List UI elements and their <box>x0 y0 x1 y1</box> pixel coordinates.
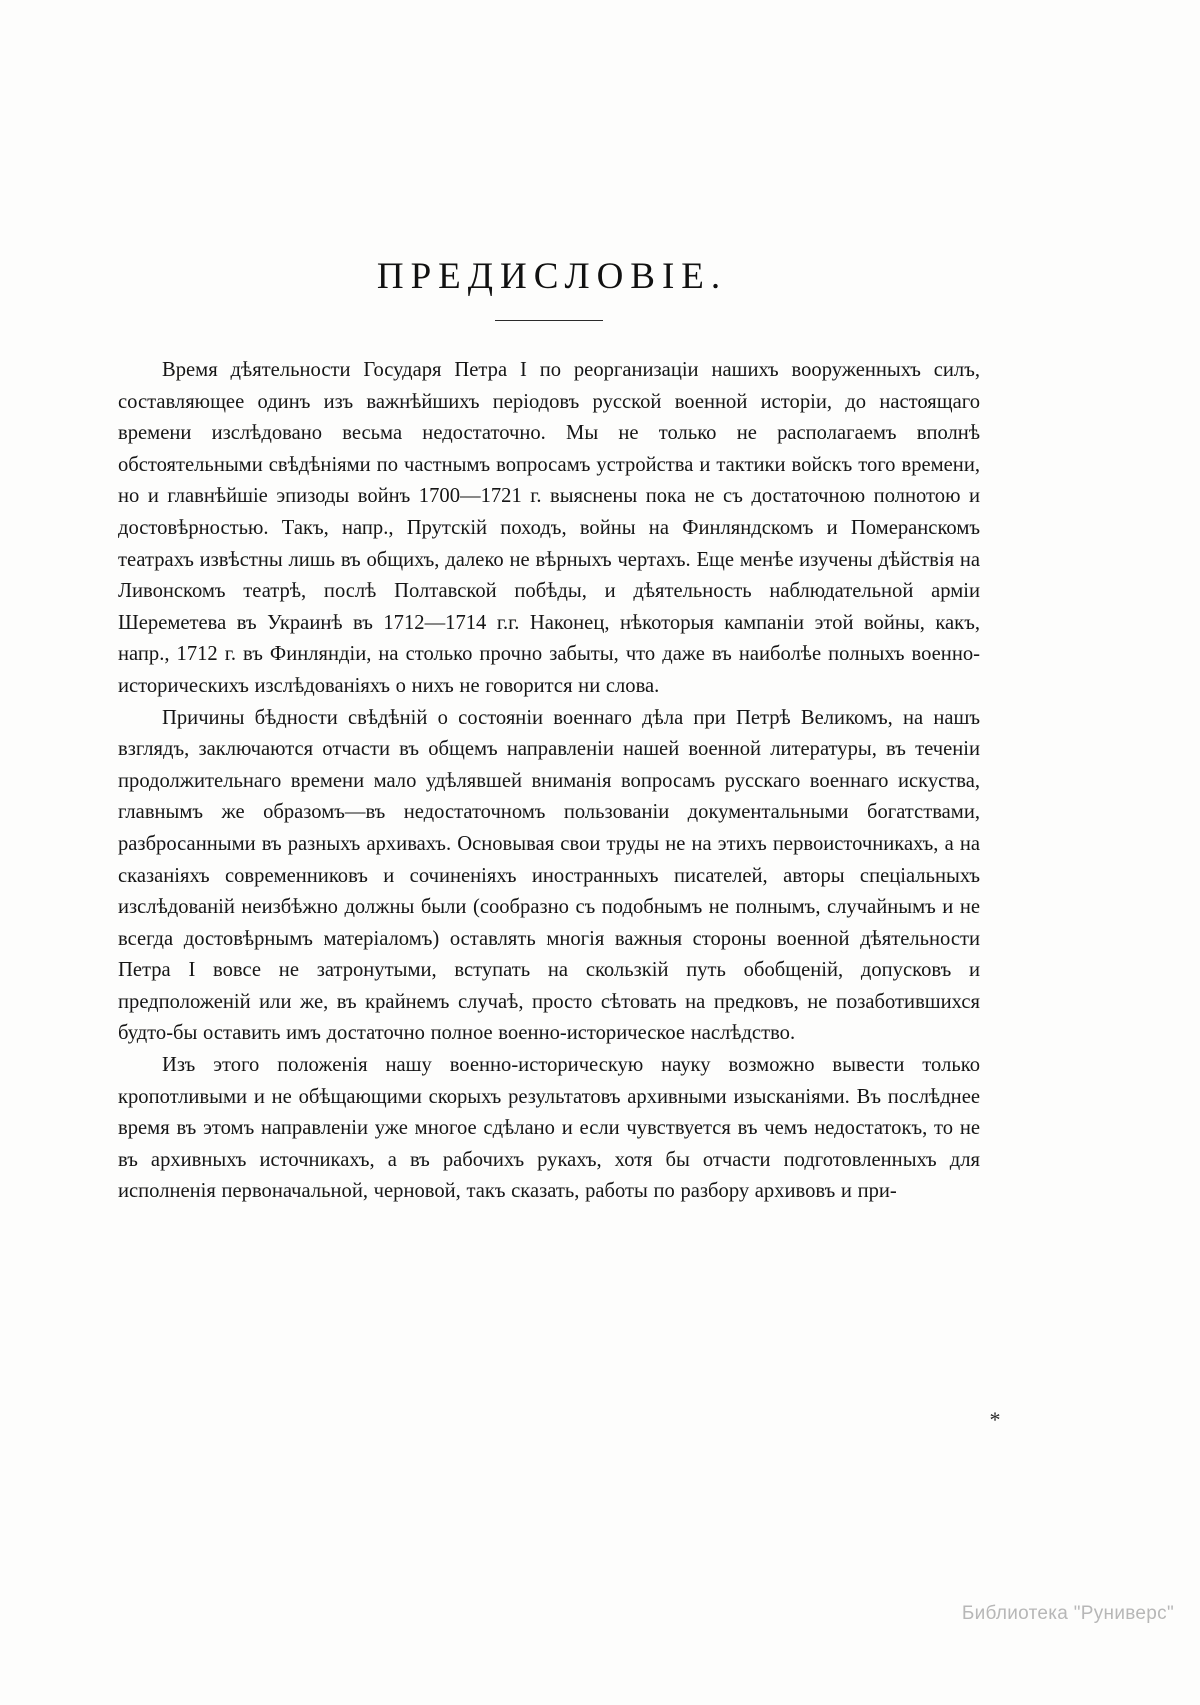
paragraph-3: Изъ этого положенія нашу военно-историческую науку возможно вывести только кропотливыми и не обѣщающими скорыхъ результатовъ архивными изысканіями. Въ послѣднее время въ этомъ направленіи уже многое сдѣлано и если чувствуется въ чемъ недостатокъ, то не въ архивныхъ источникахъ, а въ рабочихъ рукахъ, хотя бы отчасти подготовленныхъ для исполненія первоначальной, черновой, такъ сказать, работы по разбору архивовъ и при- <box>118 1054 980 1203</box>
page-content <box>118 255 980 1208</box>
paragraph-2: Причины бѣдности свѣдѣній о состояніи военнаго дѣла при Петрѣ Великомъ, на нашъ взглядъ, заключаются отчасти въ общемъ направленіи нашей военной литературы, въ теченіи продолжительнаго времени мало удѣлявшей вниманія вопросамъ русскаго военнаго искуства, главнымъ же образомъ—въ недостаточномъ пользованіи документальными богатствами, разбросанными въ разныхъ архивахъ. Основывая свои труды не на этихъ первоисточникахъ, а на сказаніяхъ современниковъ и сочиненіяхъ иностранныхъ писателей, авторы спеціальныхъ изслѣдованій неизбѣжно должны были (сообразно съ подобнымъ не полнымъ, случайнымъ и не всегда достовѣрнымъ матеріаломъ) оставлять многія важныя стороны военной дѣятельности Петра I вовсе не затронутыми, вступать на скользкій путь обобщеній, допусковъ и предположеній или же, въ крайнемъ случаѣ, просто сѣтовать на предковъ, не позаботившихся будто-бы оставить имъ достаточно полное военно-историческое наслѣдство. <box>118 706 980 1045</box>
library-watermark: Библиотека "Руниверс" <box>961 1603 1174 1624</box>
page-title: ПРЕДИСЛОВІЕ. <box>376 256 728 297</box>
body-text <box>118 355 980 1208</box>
title-divider <box>495 320 603 321</box>
paragraph-1: Время дѣятельности Государя Петра I по реорганизаціи нашихъ вооруженныхъ силъ, составляющее одинъ изъ важнѣйшихъ періодовъ русской военной исторіи, до настоящаго времени изслѣдовано весьма недостаточно. Мы не только не располагаемъ вполнѣ обстоятельными свѣдѣніями по частнымъ вопросамъ устройства и тактики войскъ того времени, но и главнѣйшіе эпизоды войнъ 1700—1721 г. выяснены пока не съ достаточною полнотою и достовѣрностью. Такъ, напр., Прутскій походъ, войны на Финляндскомъ и Померанскомъ театрахъ извѣстны лишь въ общихъ, далеко не вѣрныхъ чертахъ. Еще менѣе изучены дѣйствія на Ливонскомъ театрѣ, послѣ Полтавской побѣды, и дѣятельность наблюдательной арміи Шереметева въ Украинѣ въ 1712—1714 г.г. Наконец, нѣкоторыя кампаніи этой войны, какъ, напр., 1712 г. въ Финляндіи, на столько прочно забыты, что даже въ наиболѣе полныхъ военно-историческихъ изслѣдованіяхъ о нихъ не говорится ни слова. <box>118 359 980 697</box>
footnote-asterisk: * <box>989 1407 1001 1432</box>
